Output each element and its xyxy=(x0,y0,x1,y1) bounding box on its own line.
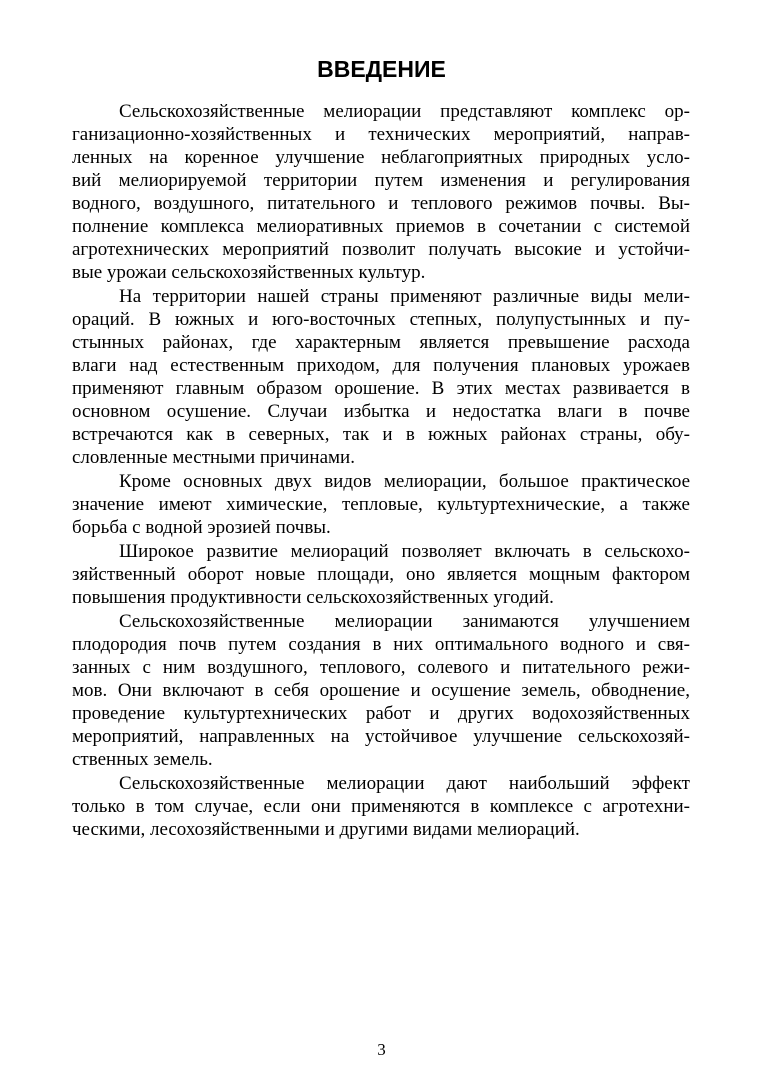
paragraph-4 xyxy=(72,540,690,609)
paragraph-line: основном осушение. Случаи избытка и недостатка влаги в почве xyxy=(72,401,690,422)
paragraph-line: влаги над естественным приходом, для получения плановых урожаев xyxy=(72,355,690,376)
paragraph-line: вые урожаи сельскохозяйственных культур. xyxy=(72,262,426,283)
paragraph-line: занных с ним воздушного, теплового, солевого и питательного режи- xyxy=(72,657,690,678)
paragraph-line: проведение культуртехнических работ и других водохозяйственных xyxy=(72,703,690,724)
paragraph-line: стынных районах, где характерным является превышение расхода xyxy=(72,332,690,353)
paragraph-line: применяют главным образом орошение. В этих местах развивается в xyxy=(72,378,690,399)
paragraph-3 xyxy=(72,470,690,539)
paragraph-line: Широкое развитие мелиораций позволяет включать в сельскохо- xyxy=(119,541,690,562)
paragraph-line: значение имеют химические, тепловые, культуртехнические, а также xyxy=(72,494,690,515)
paragraph-line: повышения продуктивности сельскохозяйственных угодий. xyxy=(72,587,554,608)
paragraph-line: водного, воздушного, питательного и теплового режимов почвы. Вы- xyxy=(72,193,690,214)
paragraph-line: ческими, лесохозяйственными и другими видами мелиораций. xyxy=(72,819,580,840)
body-text xyxy=(72,100,690,842)
paragraph-line: плодородия почв путем создания в них оптимального водного и свя- xyxy=(72,634,690,655)
paragraph-line: Кроме основных двух видов мелиорации, большое практическое xyxy=(119,471,690,492)
paragraph-1 xyxy=(72,100,690,284)
paragraph-line: борьба с водной эрозией почвы. xyxy=(72,517,331,538)
paragraph-line: словленные местными причинами. xyxy=(72,447,355,468)
page-title: ВВЕДЕНИЕ xyxy=(317,56,446,82)
paragraph-line: встречаются как в северных, так и в южных районах страны, обу- xyxy=(72,424,690,445)
paragraph-line: Сельскохозяйственные мелиорации представляют комплекс ор- xyxy=(119,101,690,122)
paragraph-line: только в том случае, если они применяются в комплексе с агротехни- xyxy=(72,796,690,817)
paragraph-2 xyxy=(72,285,690,469)
page-number: 3 xyxy=(377,1040,386,1059)
paragraph-line: На территории нашей страны применяют различные виды мели- xyxy=(119,286,690,307)
paragraph-line: ораций. В южных и юго-восточных степных, полупустынных и пу- xyxy=(72,309,690,330)
paragraph-line: мероприятий, направленных на устойчивое улучшение сельскохозяй- xyxy=(72,726,690,747)
paragraph-line: полнение комплекса мелиоративных приемов в сочетании с системой xyxy=(72,216,690,237)
paragraph-line: ленных на коренное улучшение неблагоприятных природных усло- xyxy=(72,147,690,168)
paragraph-line: Сельскохозяйственные мелиорации дают наибольший эффект xyxy=(119,773,690,794)
paragraph-6 xyxy=(72,772,690,841)
paragraph-line: Сельскохозяйственные мелиорации занимаются улучшением xyxy=(119,611,690,632)
paragraph-line: зяйственный оборот новые площади, оно является мощным фактором xyxy=(72,564,690,585)
paragraph-line: ганизационно-хозяйственных и технических мероприятий, направ- xyxy=(72,124,690,145)
paragraph-line: мов. Они включают в себя орошение и осушение земель, обводнение, xyxy=(72,680,690,701)
paragraph-line: агротехнических мероприятий позволит получать высокие и устойчи- xyxy=(72,239,690,260)
paragraph-line: ственных земель. xyxy=(72,749,213,770)
paragraph-line: вий мелиорируемой территории путем изменения и регулирования xyxy=(72,170,690,191)
paragraph-5 xyxy=(72,610,690,771)
